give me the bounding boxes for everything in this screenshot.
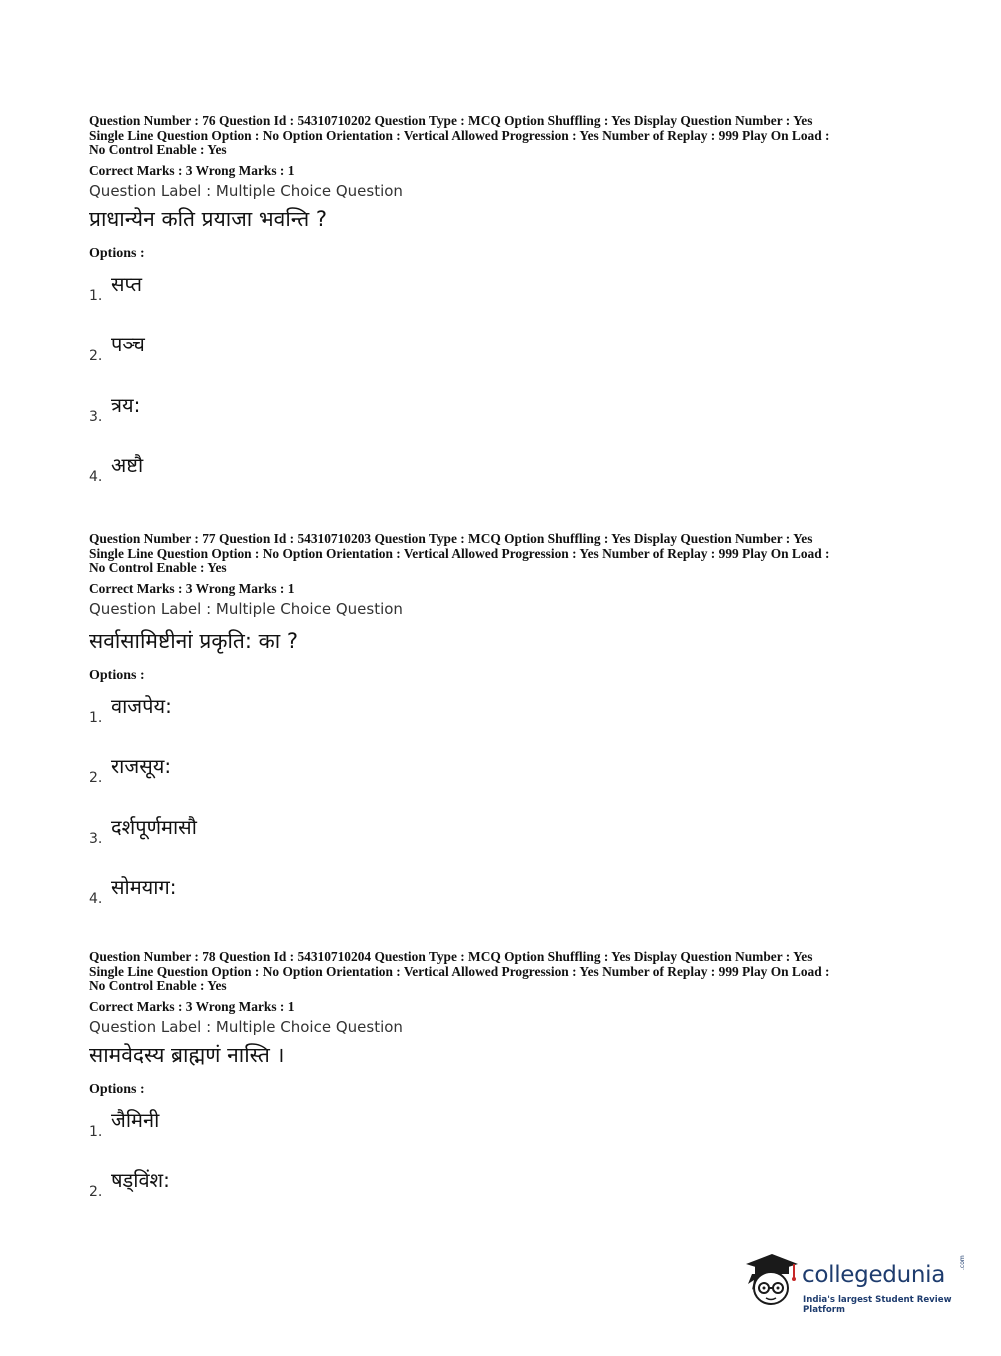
question-label: Question Label : Multiple Choice Question [89, 181, 403, 200]
question-marks: Correct Marks : 3 Wrong Marks : 1 [89, 998, 295, 1014]
option-number: 1. [89, 287, 103, 304]
option-number: 3. [89, 408, 103, 425]
question-meta-line: No Control Enable : Yes [89, 978, 227, 994]
option-text: सोमयाग: [111, 875, 177, 900]
option-number: 4. [89, 891, 103, 908]
logo-tagline: India's largest Student Review Platform [803, 1295, 952, 1315]
option-number: 1. [89, 1123, 103, 1140]
question-block [89, 950, 919, 1225]
options-label: Options : [89, 1081, 145, 1097]
option-text: त्रय: [111, 392, 141, 417]
options-list [89, 1104, 919, 1225]
option-item[interactable] [89, 389, 919, 450]
question-label: Question Label : Multiple Choice Question [89, 1017, 403, 1036]
option-number: 2. [89, 770, 103, 787]
question-text: प्राधान्येन कति प्रयाजा भवन्ति ? [89, 206, 328, 231]
option-text: वाजपेय: [111, 693, 172, 718]
option-text: दर्शपूर्णमासौ [111, 814, 197, 839]
question-marks: Correct Marks : 3 Wrong Marks : 1 [89, 580, 295, 596]
question-label: Question Label : Multiple Choice Question [89, 599, 403, 618]
option-item[interactable] [89, 1104, 919, 1165]
option-text: जैमिनी [111, 1107, 160, 1132]
option-number: 2. [89, 348, 103, 365]
question-meta-line: Single Line Question Option : No Option Orientation : Vertical Allowed Progression : Yes Number of Replay : 999 Play On Load : [89, 127, 830, 143]
question-meta-line: Question Number : 78 Question Id : 54310710204 Question Type : MCQ Option Shuffling : Yes Display Question Number : Yes [89, 949, 813, 964]
logo-wordmark: collegedunia [802, 1262, 946, 1288]
option-item[interactable] [89, 811, 919, 872]
question-meta-line: Single Line Question Option : No Option Orientation : Vertical Allowed Progression : Yes Number of Replay : 999 Play On Load : [89, 963, 830, 979]
options-list [89, 268, 919, 510]
options-list [89, 690, 919, 932]
option-item[interactable] [89, 268, 919, 329]
options-label: Options : [89, 667, 145, 683]
option-number: 4. [89, 469, 103, 486]
graduate-mascot-icon [742, 1250, 798, 1308]
question-meta-line: Question Number : 77 Question Id : 54310710203 Question Type : MCQ Option Shuffling : Yes Display Question Number : Yes [89, 531, 813, 546]
question-text: सामवेदस्य ब्राह्मणं नास्ति । [89, 1042, 285, 1067]
question-meta-line: Question Number : 76 Question Id : 54310710202 Question Type : MCQ Option Shuffling : Yes Display Question Number : Yes [89, 113, 813, 128]
logo-suffix: .com [959, 1255, 966, 1270]
option-text: अष्टौ [111, 453, 144, 478]
question-block [89, 114, 919, 510]
option-item[interactable] [89, 690, 919, 751]
option-item[interactable] [89, 750, 919, 811]
question-block [89, 532, 919, 932]
question-meta-line: No Control Enable : Yes [89, 142, 227, 158]
option-number: 3. [89, 830, 103, 847]
option-number: 2. [89, 1184, 103, 1201]
option-text: पञ्च [111, 332, 145, 357]
option-item[interactable] [89, 449, 919, 510]
option-item[interactable] [89, 328, 919, 389]
question-meta-line: No Control Enable : Yes [89, 560, 227, 576]
question-marks: Correct Marks : 3 Wrong Marks : 1 [89, 162, 295, 178]
option-text: षड्विंश: [111, 1168, 170, 1193]
option-item[interactable] [89, 871, 919, 932]
options-label: Options : [89, 245, 145, 261]
question-meta-line: Single Line Question Option : No Option Orientation : Vertical Allowed Progression : Yes Number of Replay : 999 Play On Load : [89, 545, 830, 561]
option-text: राजसूय: [111, 754, 172, 779]
option-text: सप्त [111, 271, 143, 296]
option-number: 1. [89, 709, 103, 726]
collegedunia-logo[interactable] [742, 1250, 972, 1315]
question-text: सर्वासामिष्टीनां प्रकृति: का ? [89, 628, 299, 653]
option-item[interactable] [89, 1164, 919, 1225]
